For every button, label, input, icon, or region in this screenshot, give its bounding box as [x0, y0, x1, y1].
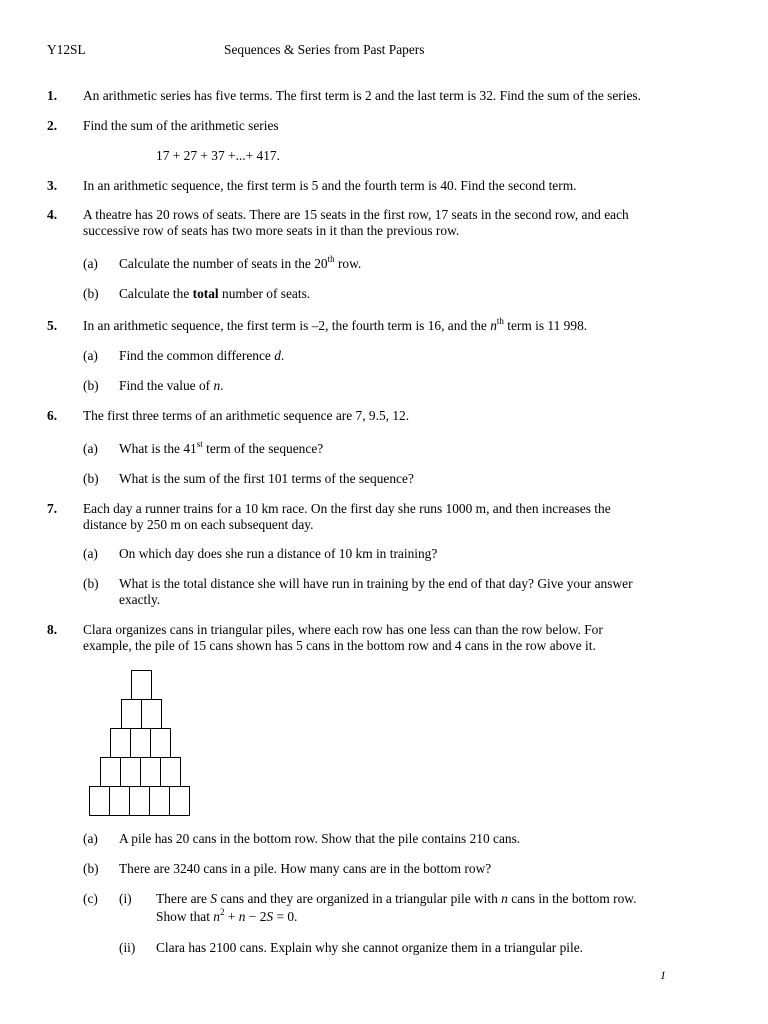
- part-text: On which day does she run a distance of 10 km in training?: [119, 546, 438, 561]
- can-box: [169, 786, 190, 816]
- can-box: [130, 728, 151, 758]
- part-label: (b): [83, 378, 99, 393]
- part-text: Calculate the number of seats in the 20th row.: [119, 253, 362, 271]
- can-box: [89, 786, 110, 816]
- part-text-line: exactly.: [119, 592, 161, 607]
- part-text: What is the sum of the first 101 terms of the sequence?: [119, 471, 414, 486]
- can-box: [131, 670, 152, 700]
- question-text: Find the sum of the arithmetic series: [83, 118, 279, 133]
- question-text: An arithmetic series has five terms. The first term is 2 and the last term is 32. Find the sum of the series.: [83, 88, 641, 103]
- question-number: 1.: [47, 88, 58, 103]
- part-label: (a): [83, 546, 98, 561]
- question-text-line: A theatre has 20 rows of seats. There are 15 seats in the first row, 17 seats in the second row, and each: [83, 207, 629, 222]
- question-text: In an arithmetic sequence, the first term is 5 and the fourth term is 40. Find the second term.: [83, 178, 577, 193]
- subpart-label: (ii): [119, 940, 136, 955]
- part-label: (c): [83, 891, 98, 906]
- header-title: Sequences & Series from Past Papers: [224, 42, 425, 57]
- can-box: [141, 699, 162, 729]
- can-box: [160, 757, 181, 787]
- question-number: 8.: [47, 622, 58, 637]
- part-text: A pile has 20 cans in the bottom row. Show that the pile contains 210 cans.: [119, 831, 521, 846]
- can-box: [129, 786, 150, 816]
- question-text-line: distance by 250 m on each subsequent day.: [83, 517, 314, 532]
- question-text: In an arithmetic sequence, the first term is –2, the fourth term is 16, and the $n^{th}$ term is 11 998.: [83, 315, 588, 333]
- page-number: 1: [660, 968, 666, 982]
- can-box: [149, 786, 170, 816]
- can-box: [109, 786, 130, 816]
- question-number: 2.: [47, 118, 58, 133]
- question-text-line: successive row of seats has two more seats in it than the previous row.: [83, 223, 460, 238]
- part-text: Calculate the total number of seats.: [119, 286, 311, 301]
- question-text: The first three terms of an arithmetic sequence are 7, 9.5, 12.: [83, 408, 410, 423]
- subpart-label: (i): [119, 891, 132, 906]
- question-number: 7.: [47, 501, 58, 516]
- part-label: (b): [83, 471, 99, 486]
- can-box: [110, 728, 131, 758]
- question-text-line: Each day a runner trains for a 10 km race. On the first day she runs 1000 m, and then increases the: [83, 501, 611, 516]
- can-box: [121, 699, 142, 729]
- question-number: 4.: [47, 207, 58, 222]
- part-label: (a): [83, 441, 98, 456]
- can-pile-figure: [89, 670, 192, 816]
- part-label: (a): [83, 256, 98, 271]
- subpart-text-line: There are S cans and they are organized in a triangular pile with n cans in the bottom row.: [156, 891, 637, 906]
- part-label: (b): [83, 286, 99, 301]
- question-number: 3.: [47, 178, 58, 193]
- part-text-line: What is the total distance she will have run in training by the end of that day? Give your answer: [119, 576, 633, 591]
- part-label: (a): [83, 348, 98, 363]
- part-text: What is the 41st term of the sequence?: [119, 438, 324, 456]
- part-label: (b): [83, 861, 99, 876]
- can-box: [150, 728, 171, 758]
- question-text-line: Clara organizes cans in triangular piles, where each row has one less can than the row below. For: [83, 622, 603, 637]
- part-label: (a): [83, 831, 98, 846]
- can-box: [140, 757, 161, 787]
- question-number: 6.: [47, 408, 58, 423]
- subpart-text-line: Show that $n^2 + n - 2S = 0$.: [156, 906, 298, 924]
- subpart-text: Clara has 2100 cans. Explain why she cannot organize them in a triangular pile.: [156, 940, 584, 955]
- part-text: There are 3240 cans in a pile. How many cans are in the bottom row?: [119, 861, 492, 876]
- series-formula: 17 + 27 + 37 +...+ 417.: [156, 148, 280, 163]
- can-box: [100, 757, 121, 787]
- part-text: Find the value of n.: [119, 378, 224, 393]
- can-box: [120, 757, 141, 787]
- part-text: Find the common difference d.: [119, 348, 285, 363]
- part-label: (b): [83, 576, 99, 591]
- question-number: 5.: [47, 318, 58, 333]
- header-code: Y12SL: [47, 42, 86, 57]
- question-text-line: example, the pile of 15 cans shown has 5 cans in the bottom row and 4 cans in the row above it.: [83, 638, 596, 653]
